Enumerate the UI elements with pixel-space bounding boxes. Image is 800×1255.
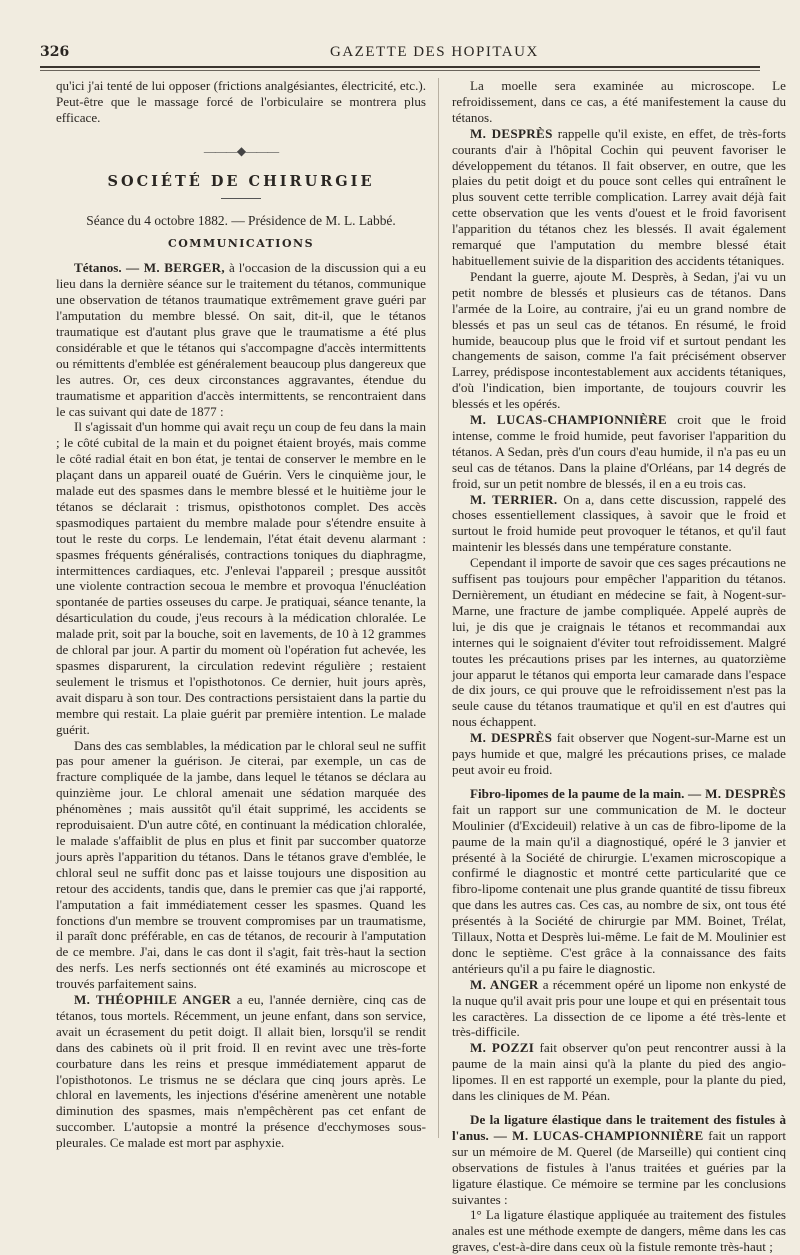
column-divider [438,78,439,1138]
pozzi-paragraph [452,1040,786,1104]
anger-author-2: M. ANGER [470,976,539,992]
running-title: GAZETTE DES HOPITAUX [330,44,539,60]
right-column [452,78,786,1255]
pozzi-text: fait observer qu'on peut rencontrer aussi à la paume de la main ainsi qu'à la plante du pied des angio-lipomes. Il en est rapporté un exemple, pour la plante du pied, dans les cliniques de M. Péan. [452,1040,786,1104]
header-rule-thin [40,70,760,71]
fibro-text: fait un rapport sur une communication de M. le docteur Moulinier (d'Excideuil) relative à un cas de fibro-lipome de la paume de la main qu'il a diagnostiqué, opéré le 3 janvier et présenté à la Société de chirurgie. L'examen microscopique a confirmé le diagnostic et montré cette particularité que ce fibro-lipome contenait une plus grande quantité de tissu fibreux que dans les autres cas. Ces cas, au nombre de six, ont tous été présentés à la Société de chirurgie par MM. Boinet, Trélat, Tillaux, Notta et Desprès lui-même. Le fait de M. Moulinier est donc le septième. C'est grâce à la connaissance des faits antérieurs qu'il a pu faire le diagnostic. [452,801,786,976]
fibro-author: — M. DESPRÈS [684,785,786,801]
terrier-author: M. TERRIER. [470,491,558,507]
section-ornament: ———◆——— [203,143,279,158]
lucas-text: croit que le froid intense, comme le froid humide, peut favoriser l'apparition du tétanos. A Sedan, près d'un cours d'eau humide, il n'a pas eu un seul cas de tétanos. Dans la plaine d'Orléans, par 14 degrés de froid, sur un petit nombre de blessés, il en a eu trois cas. [452,412,786,491]
anger-lipome-paragraph [452,977,786,1041]
society-title: SOCIÉTÉ DE CHIRURGIE [107,172,375,190]
despres-author: M. DESPRÈS [470,125,553,141]
terrier-text: On a, dans cette discussion, rappelé des choses essentiellement classiques, à savoir que le froid et surtout le froid humide peut provoquer le tétanos, et qu'il faut maintenir les blessés dans une température constante. [452,491,787,555]
berger-author: — M. BERGER, [121,260,225,276]
anger-lipome-text: a récemment opéré un lipome non enkysté de la nuque qu'il avait pris pour une loupe et qui en présentait tous les caractères. La dissection de ce lipome a été très-lente et très-difficile. [452,976,786,1040]
guerre-paragraph: Pendant la guerre, ajoute M. Desprès, à Sedan, j'ai vu un petit nombre de blessés et plusieurs cas de tétanos. Dans l'armée de la Loire, au contraire, j'ai eu un grand nombre de blessés et pas un seul cas de tétanos. En résumé, le froid humide, beaucoup plus que le froid vif et surtout pendant les changements de saison, comme l'a fait précisément observer Larrey, prédispose incontestablement aux accidents tétaniques, d'où l'indication, bien importante, de toujours couvrir les blessés et les opérés. [452,268,786,412]
terrier-paragraph [452,492,786,556]
tetanos-text: à l'occasion de la discussion qui a eu lieu dans la dernière séance sur le traitement du tétanos, communique une observation de tétanos traumatique extrêmement grave guéri par l'amputation du membre blessé. On sait, dit-il, que le tétanos traumatique est d'autant plus grave que le traumatisme a été plus considérable et que le tétanos qui s'accompagne d'accès intermittents ou rémittents d'emblée est généralement beaucoup plus dangereux que les autres. Or, ces deux circonstances aggravantes, étendue du traumatisme et apparition d'accès intermittents, se rencontraient dans le cas suivant qui date de 1877 : [56,260,426,419]
ligature-author: — M. LUCAS-CHAMPIONNIÈRE [488,1127,704,1143]
title-rule [221,198,261,199]
page-header [40,36,760,64]
header-rule [40,66,760,68]
ligature-paragraph [452,1112,786,1207]
tetanos-paragraph [56,260,426,419]
conclusion-1-paragraph: 1° La ligature élastique appliquée au traitement des fistules anales est une méthode exempte de dangers, même dans les cas graves, c'est-à-dire dans ceux où la fistule remonte très-haut ; [452,1207,786,1255]
lucas-paragraph [452,412,786,492]
precautions-paragraph: Cependant il importe de savoir que ces sages précautions ne suffisent pas toujours pour empêcher l'apparition du tétanos. Dernièrement, un étudiant en médecine se fait, à Nogent-sur-Marne, une fracture de jambe compliquée. Appelé auprès de lui, je dis que je craignais le tétanos et recommandai aux internes qui le soignaient d'éviter tout refroidissement. Malgré toutes les précautions prises par les internes, au quatorzième jour apparut le tétanos qui emporta leur camarade dans l'espace de dix jours, ce qui prouve que le refroidissement n'est pas la seule cause du tétanos traumatique et qu'il en est d'autres qui nous échappent. [452,555,786,730]
despres-text: rappelle qu'il existe, en effet, de très-forts courants d'air à l'hôpital Cochin qui peuvent favoriser le développement du tétanos. Il fait observer, en outre, que les plaies du petit doigt et du pouce sont celles qui entraînent le plus souvent cette terrible complication. Larrey avait déjà fait cette observation que les vents d'ouest et le froid favorisent l'apparition du tétanos chez les blessés. Il avait également remarqué que l'amputation du membre blessé était habituellement suivie de la disparition des accidents tétaniques. [452,125,786,268]
moelle-paragraph: La moelle sera examinée au microscope. Le refroidissement, dans ce cas, a été manifestement la cause du tétanos. [452,78,786,125]
theophile-anger-author: M. THÉOPHILE ANGER [74,992,232,1008]
ligature-term: De la ligature élastique dans le traitement des fistules à l'anus. [452,1112,786,1143]
chloral-paragraph: Dans des cas semblables, la médication par le chloral seul ne suffit pas pour amener la guérison. Je citerai, par exemple, un cas de fracture compliquée de la jambe, dans lequel le tétanos se déclara au quinzième jour. Le chloral amenait une sédation marquée des phénomènes ; mais aussitôt qu'il était supprimé, les accidents se reproduisaient. D'un autre côté, en continuant la médication chloralée, le malade s'affaiblit de plus en plus et finit par succomber quatorze jours après l'apparition du tétanos. Dans le tétanos grave d'emblée, le chloral seul ne suffit donc pas et laisse toujours une disposition au retour des accidents, tandis que, dans le premier cas que j'ai rapporté, l'amputation a fait immédiatement cesser les spasmes. Quand les fonctions d'un membre se trouvent compromises par un traumatisme, il paraît donc préférable, en cas de tétanos, de recourir à l'amputation de ce membre. J'ai, dans le cas dont il s'agit, fait très-haut la section des nerfs. Les nerfs sectionnés ont été examinés au microscope et trouvés parfaitement sains. [56,737,426,992]
case-paragraph: Il s'agissait d'un homme qui avait reçu un coup de feu dans la main ; le côté cubital de la main et du poignet étaient broyés, mais comme le côté radial était en bon état, je tentai de conserver le membre en le plaçant dans un appareil ouaté de Guérin. Vers le cinquième jour, le malade eut des spasmes dans le membre blessé et le huitième jour le tétanos se déclarait : trismus, opisthotonos complet. Des accès spasmodiques partaient du membre malade pour s'étendre ensuite à tout le reste du corps. Le lendemain, l'état était devenu alarmant : spasmes fréquents généralisés, contractions toniques du diaphragme, intermittences cardiaques, etc. J'enlevai l'appareil ; presque aussitôt une violente contraction secoua le membre et provoqua l'énucléation spontanée de parties osseuses du carpe. Je pratiquai, séance tenante, la désarticulation du coude, j'eus recours à la médication chloralée. Le malade prit, soit par la bouche, soit en lavements, de 10 à 12 grammes de chloral par jour. A partir du moment où l'opération fut achevée, les spasmes disparurent, la circulation redevint régulière ; restaient seulement le trismus et l'opisthotonos. Ce dernier, huit jours après, avait disparu à son tour. Des contractions persistaient dans la partie du membre qui restait. La plaie guérit par première intention. Le malade guérit. [56,419,426,737]
pozzi-author: M. POZZI [470,1040,535,1056]
left-column [56,78,426,1151]
ligature-text: fait un rapport sur un mémoire de M. Querel (de Marseille) qui contient cinq observations de fistules à l'anus traitées et guéries par la ligature élastique. Ce mémoire se termine par les conclusions suivantes : [452,1127,786,1207]
intro-paragraph: qu'ici j'ai tenté de lui opposer (frictions analgésiantes, électricité, etc.). Peut-être que le massage forcé de l'orbiculaire se montrera plus efficace. [56,78,426,125]
spacer [452,778,786,786]
despres-author-2: M. DESPRÈS [470,730,553,746]
session-line: Séance du 4 octobre 1882. — Présidence de M. L. Labbé. [86,212,396,228]
fibro-paragraph [452,786,786,977]
anger-paragraph [56,992,426,1151]
tetanos-term: Tétanos. [74,260,122,276]
despres-paragraph [452,126,786,269]
despres-nogent-text: fait observer que Nogent-sur-Marne est un pays humide et que, malgré les précautions prises, ce malade peut avoir eu froid. [452,730,786,777]
despres-nogent-paragraph [452,730,786,778]
lucas-author: M. LUCAS-CHAMPIONNIÈRE [470,412,667,428]
communications-heading: COMMUNICATIONS [167,237,315,251]
anger-text: a eu, l'année dernière, cinq cas de tétanos, tous mortels. Récemment, un jeune enfant, dans son service, avait un écrasement du petit doigt. Il allait bien, lorsqu'il se rendit dans des cabinets où il prit froid. Il en revint avec une très-forte courbature dans les reins et presque immédiatement apparut de l'opisthotonos. Le trismus ne se déclara que cinq jours après. Le chloral en lavements, les injections d'ésérine amenèrent une notable diminution des spasmes, mais n'empêchèrent pas cet enfant de succomber. L'autopsie a montré la présence d'ecchymoses sous-pleurales. Ce malade est mort par asphyxie. [56,992,426,1151]
fibro-term: Fibro-lipomes de la paume de la main. [470,785,685,801]
page-number: 326 [40,44,70,60]
spacer [452,1104,786,1112]
